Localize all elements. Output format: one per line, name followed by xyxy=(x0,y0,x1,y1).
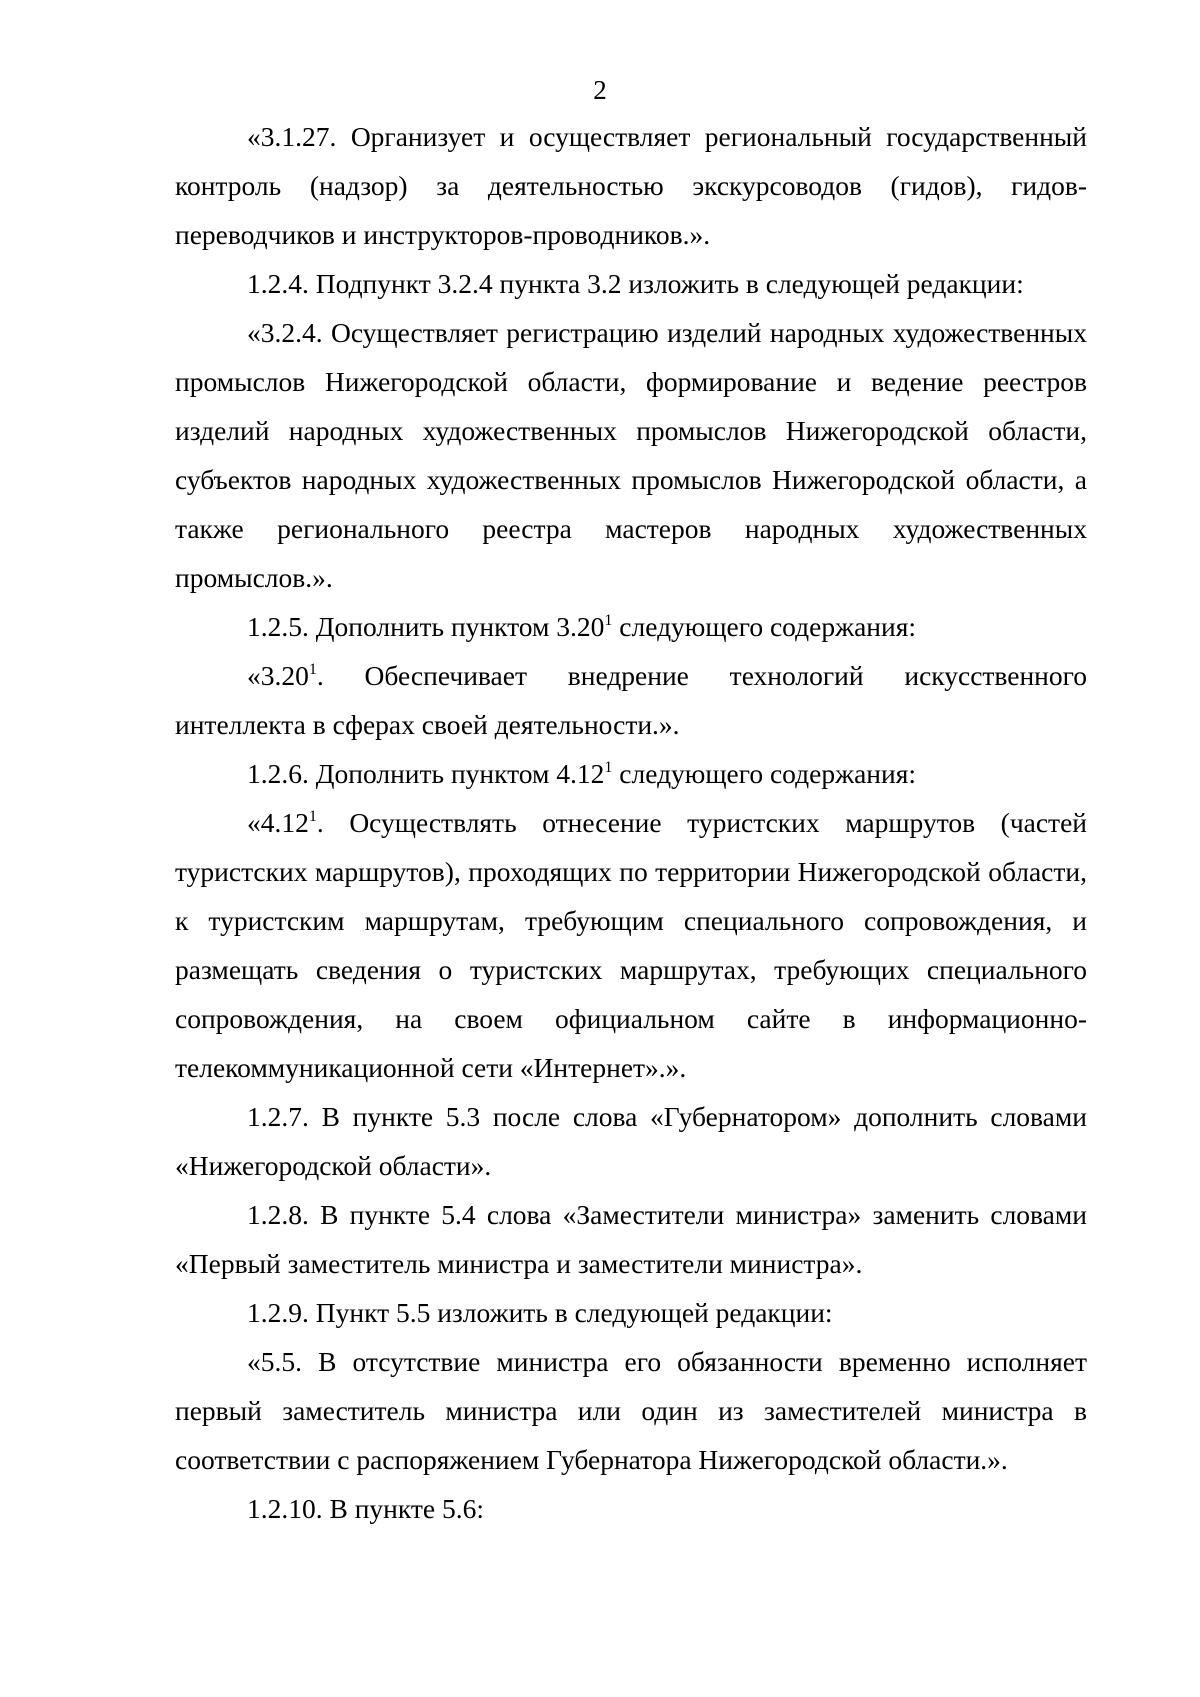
paragraph-3-20-1 xyxy=(175,651,1087,749)
paragraph-1-2-4: 1.2.4. Подпункт 3.2.4 пункта 3.2 изложить в следующей редакции: xyxy=(247,268,1024,299)
paragraph-1-2-7: 1.2.7. В пункте 5.3 после слова «Губернатором» дополнить словами «Нижегородской области». xyxy=(175,1101,1087,1181)
paragraph-text: 1.2.5. Дополнить пунктом 3.20 xyxy=(247,611,605,642)
document-body xyxy=(175,112,1087,1533)
paragraph-1-2-5 xyxy=(175,602,1087,651)
paragraph-1-2-10: 1.2.10. В пункте 5.6: xyxy=(247,1493,485,1524)
paragraph-text: следующего содержания: xyxy=(612,758,916,789)
paragraph-5-5: «5.5. В отсутствие министра его обязанности временно исполняет первый заместитель министра или один из заместителей министра в соответствии с распоряжением Губернатора Нижегородской области.». xyxy=(175,1346,1087,1475)
superscript: 1 xyxy=(604,759,613,776)
paragraph-4-12-1 xyxy=(175,798,1087,1092)
superscript: 1 xyxy=(308,661,317,678)
superscript: 1 xyxy=(308,808,317,825)
paragraph-3-2-4: «3.2.4. Осуществляет регистрацию изделий народных художественных промыслов Нижегородской области, формирование и ведение реестров изделий народных художественных промыслов Нижегородской области, субъектов народных художественных промыслов Нижегородской области, а также регионального реестра мастеров народных художественных промыслов.». xyxy=(175,317,1087,593)
paragraph-text: . Осуществлять отнесение туристских маршрутов (частей туристских маршрутов), проходящих по территории Нижегородской области, к туристским маршрутам, требующим специального сопровождения, и размещать сведения о туристских маршрутах, требующих специального сопровождения, на своем официальном сайте в информационно-телекоммуникационной сети «Интернет».». xyxy=(175,807,1087,1083)
paragraph-text: следующего содержания: xyxy=(612,611,916,642)
superscript: 1 xyxy=(604,612,613,629)
paragraph-1-2-9: 1.2.9. Пункт 5.5 изложить в следующей редакции: xyxy=(247,1297,833,1328)
paragraph-3-1-27: «3.1.27. Организует и осуществляет региональный государственный контроль (надзор) за деятельностью экскурсоводов (гидов), гидов-переводчиков и инструкторов-проводников.». xyxy=(175,121,1087,250)
paragraph-text: . Обеспечивает внедрение технологий искусственного интеллекта в сферах своей деятельности.». xyxy=(175,660,1087,740)
paragraph-text: «4.12 xyxy=(247,807,309,838)
page-number: 2 xyxy=(593,75,607,105)
paragraph-1-2-6 xyxy=(175,749,1087,798)
paragraph-text: 1.2.6. Дополнить пунктом 4.12 xyxy=(247,758,605,789)
paragraph-1-2-8: 1.2.8. В пункте 5.4 слова «Заместители министра» заменить словами «Первый заместитель министра и заместители министра». xyxy=(175,1199,1087,1279)
paragraph-text: «3.20 xyxy=(247,660,309,691)
